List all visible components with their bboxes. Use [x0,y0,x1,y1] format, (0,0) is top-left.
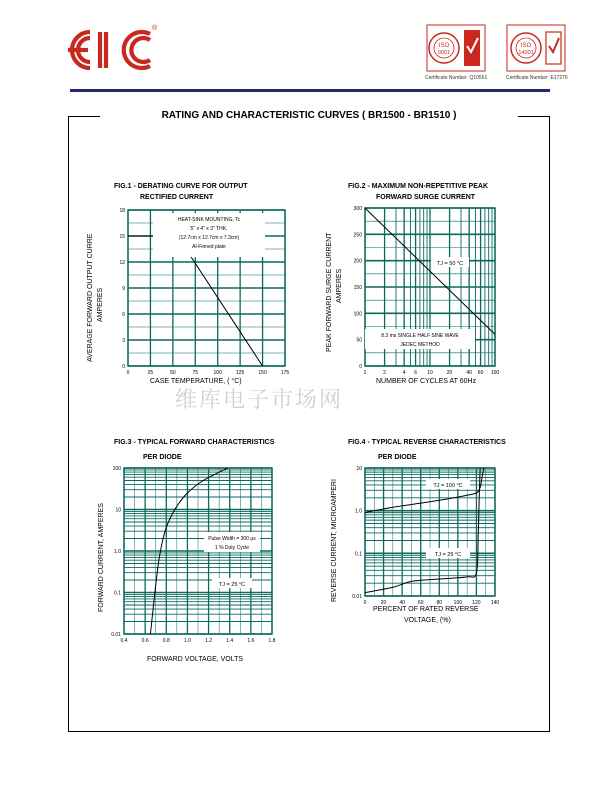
fig2-note-1: 8.3 ms SINGLE HALF SINE WAVE [381,333,459,339]
fig4-ytick-label: 0.1 [355,551,362,558]
fig2-note-2: JEDEC METHOD [400,342,440,348]
fig3-xtick-label: 1.6 [247,638,255,644]
fig2-ytick-label: 150 [353,285,362,291]
fig4-xtick-label: 60 [417,600,424,606]
fig2-ytick-label: 50 [356,337,362,344]
fig2-ytick-label: 300 [353,206,362,212]
cert2-number: 14001 [518,50,534,56]
fig1-xtick-label: 100 [213,370,222,376]
fig1-ytick-label: 12 [119,260,125,266]
fig1-xtick-label: 175 [280,370,290,376]
fig1-xtick-label: 150 [258,370,267,376]
fig3-note-tj: TJ = 25 °C [218,582,246,588]
fig4-ylabel: REVERSE CURRENT, MICROAMPERI [331,479,338,602]
fig2-xtick-label: 6 [414,370,417,376]
cert1-badge: ISO [438,43,450,49]
fig2-ytick-label: 100 [353,311,362,318]
fig4-ytick-label: 1.0 [355,508,362,515]
fig3-ylabel: FORWARD CURRENT, AMPERES [98,503,105,612]
fig2-xtick-label: 2 [383,370,386,376]
fig1-ytick-label: 18 [119,208,125,214]
fig1-xtick-label: 0 [126,370,130,376]
fig2-chart [345,203,510,379]
fig2-ylabel-2: AMPERES [336,268,343,303]
fig4-xtick-label: 0 [363,600,367,606]
fig1-ytick-label: 0 [122,364,125,370]
fig2-xtick-label: 1 [363,370,367,376]
fig3-chart [100,462,290,652]
fig4-xtick-label: 140 [490,600,500,606]
iso-14001-badge [506,24,566,78]
fig2-xtick-label: 20 [446,370,453,376]
fig4-xtick-label: 120 [472,600,481,606]
fig1-ytick-label: 9 [122,286,125,292]
fig2-xlabel: NUMBER OF CYCLES AT 60Hz [376,378,477,385]
fig1-xtick-label: 25 [147,370,154,376]
fig2-title-1: FIG.2 - MAXIMUM NON-REPETITIVE PEAK [348,183,489,190]
fig1-ytick-label: 6 [122,312,125,318]
fig4-xlabel-2: VOLTAGE, (%) [404,617,451,624]
cert1-number: 9001 [437,50,451,56]
fig1-ytick-label: 3 [122,338,125,344]
fig1-note-3: (12.7cm x 12.7cm x 7.3cm) [178,235,240,241]
fig2-title-2: FORWARD SURGE CURRENT [376,194,476,201]
fig3-ytick-label: 1.0 [114,549,121,555]
fig3-xtick-label: 1.8 [268,638,276,644]
fig4-xlabel-1: PERCENT OF RATED REVERSE [373,606,479,613]
cert2-caption: Certificate Number: E17276 [506,75,568,81]
fig3-ytick-label: 0.01 [111,632,121,638]
fig3-xtick-label: 1.2 [205,638,213,644]
fig3-xtick-label: 0.6 [141,638,149,644]
watermark: 维库电子市场网 [175,388,344,413]
fig4-chart [340,462,515,607]
fig4-note-100: TJ = 100 °C [433,483,463,489]
cert2-badge: ISO [520,43,532,49]
fig1-xtick-label: 125 [235,370,245,376]
fig4-xtick-label: 40 [399,600,405,606]
fig3-xtick-label: 0.4 [120,638,128,644]
fig1-ytick-label: 15 [119,234,125,240]
fig3-ytick-label: 100 [112,466,121,472]
fig4-ytick-label: 0.01 [352,594,362,600]
fig2-xtick-label: 4 [402,370,406,376]
fig1-chart [108,203,298,379]
fig2-xtick-label: 10 [427,370,433,376]
fig1-ylabel-1: AVERAGE FORWARD OUTPUT CURRE [87,233,94,362]
fig1-title-1: FIG.1 - DERATING CURVE FOR OUTPUT [114,183,248,190]
fig3-xtick-label: 0.8 [162,638,170,644]
fig1-note-1: HEAT-SINK MOUNTING, Tc [177,217,241,223]
fig2-ytick-label: 0 [359,364,362,370]
fig4-note-25: TJ = 25 °C [434,552,462,558]
fig1-ylabel-2: AMPERES [97,287,104,322]
fig2-xtick-label: 100 [490,370,500,376]
fig2-xtick-label: 60 [477,370,484,376]
eic-logo [54,20,164,80]
fig1-xlabel: CASE TEMPERATURE, ( °C) [150,378,242,385]
fig4-title-1: FIG.4 - TYPICAL REVERSE CHARACTERISTICS [348,439,506,446]
registered-mark: ® [152,25,158,32]
fig3-xtick-label: 1.0 [183,638,191,644]
fig3-ytick-label: 10 [115,507,121,514]
fig3-xlabel: FORWARD VOLTAGE, VOLTS [147,656,244,663]
fig4-xtick-label: 100 [453,600,463,606]
fig4-ytick-label: 10 [356,466,362,472]
fig3-title-1: FIG.3 - TYPICAL FORWARD CHARACTERISTICS [114,439,275,446]
fig4-title-2: PER DIODE [378,454,417,461]
fig1-title-2: RECTIFIED CURRENT [140,194,214,201]
fig2-xtick-label: 40 [466,370,472,376]
fig3-note-2: 1 % Duty Cycle [214,545,250,551]
fig1-xtick-label: 50 [170,370,176,376]
fig3-title-2: PER DIODE [143,454,182,461]
fig2-note-tj: TJ = 50 °C [436,261,464,267]
fig2-ylabel-1: PEAK FORWARD SURGE CURRENT [326,232,333,352]
fig3-xtick-label: 1.4 [226,638,234,644]
header-rule [70,89,550,92]
fig3-ytick-label: 0.1 [114,590,121,597]
iso-9001-badge [426,24,486,78]
cert1-caption: Certificate Number: Q10561 [425,75,488,81]
fig4-xtick-label: 80 [436,600,443,606]
fig2-ytick-label: 200 [353,258,362,265]
fig4-xtick-label: 20 [380,600,387,606]
fig3-note-1: Pulse Width = 300 μs [208,536,256,542]
fig1-note-4: Al-Finned plate [192,244,226,250]
page-title: RATING AND CHARACTERISTIC CURVES ( BR1500 - BR1510 ) [100,110,518,121]
fig1-note-2: 5" x 4" x 3" THK. [190,226,228,232]
fig1-xtick-label: 75 [192,370,199,376]
fig2-ytick-label: 250 [353,232,362,239]
